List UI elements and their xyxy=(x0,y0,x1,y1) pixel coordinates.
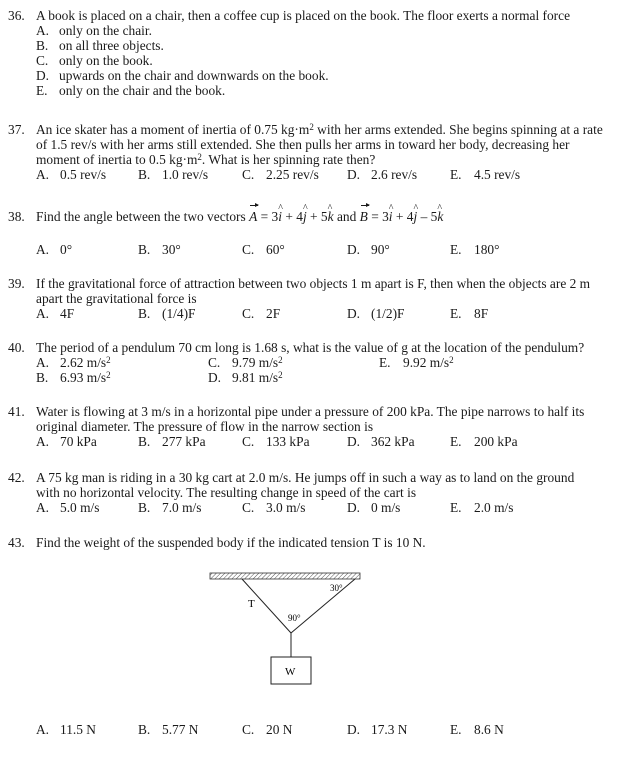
question-number: 39. xyxy=(8,276,25,291)
option-c: C. 20 N xyxy=(242,722,293,737)
option-a: A. 5.0 m/s xyxy=(36,500,100,515)
option-d: D. 2.6 rev/s xyxy=(347,167,418,182)
option-b: B. 30° xyxy=(138,242,181,257)
label-t: T xyxy=(248,598,255,610)
superscript: 2 xyxy=(197,152,202,162)
label-angle-30: 30° xyxy=(330,583,343,593)
stem-line: with no horizontal velocity. The resulting change in speed of the cart is xyxy=(36,485,417,500)
option-c: C. 3.0 m/s xyxy=(242,500,306,515)
option-e: E. 180° xyxy=(450,242,500,257)
option-d: D. 17.3 N xyxy=(347,722,408,737)
question-stem xyxy=(36,209,443,224)
option-letter: A. xyxy=(36,23,50,38)
stem-line: of 1.5 rev/s with her arms still extended. She then pulls her arms in toward her body, decreasing her xyxy=(36,137,570,152)
options-row xyxy=(36,167,626,182)
option-d: D. (1/2)F xyxy=(347,306,405,321)
option-e: E. 200 kPa xyxy=(450,434,518,449)
option-c: C. 60° xyxy=(242,242,285,257)
option-b: B. (1/4)F xyxy=(138,306,196,321)
stem-line: apart the gravitational force is xyxy=(36,291,197,306)
option-a: A. 4F xyxy=(36,306,75,321)
option-a xyxy=(36,23,329,38)
option-c: C. 9.79 $m/s^2$ xyxy=(208,355,283,370)
option-text: only on the chair and the book. xyxy=(59,83,226,98)
options-row xyxy=(36,355,626,370)
option-b: B. 6.93 $m/s^2$ xyxy=(36,370,111,385)
question-number: 37. xyxy=(8,122,25,137)
option-text: upwards on the chair and downwards on the book. xyxy=(59,68,329,83)
option-a: A. 70 kPa xyxy=(36,434,97,449)
option-e: E. 2.0 m/s xyxy=(450,500,514,515)
option-e: E. 8F xyxy=(450,306,489,321)
option-text: only on the book. xyxy=(59,53,153,68)
vector-a: A xyxy=(249,209,258,224)
label-w: W xyxy=(285,666,296,678)
question-number: 42. xyxy=(8,470,25,485)
option-d: D. 362 kPa xyxy=(347,434,415,449)
option-a: A. 11.5 N xyxy=(36,722,96,737)
options-row xyxy=(36,722,626,737)
option-text: only on the chair. xyxy=(59,23,152,38)
option-c: C. 133 kPa xyxy=(242,434,310,449)
rope-right xyxy=(291,579,355,633)
options-list xyxy=(36,23,329,98)
vector-b: B xyxy=(359,209,368,224)
stem-line: original diameter. The pressure of flow in the narrow section is xyxy=(36,419,374,434)
stem-line: The period of a pendulum 70 cm long is 1.68 s, what is the value of g at the location of the pendulum? xyxy=(36,340,585,355)
option-letter: D. xyxy=(36,68,50,83)
question-stem xyxy=(36,535,426,550)
question-stem xyxy=(36,340,584,355)
option-e: E. 9.92 $m/s^2$ xyxy=(379,355,454,370)
option-d: D. 90° xyxy=(347,242,390,257)
stem-line: A 75 kg man is riding in a 30 kg cart at 2.0 m/s. He jumps off in such a way as to land on the ground xyxy=(36,470,575,485)
option-e: E. 8.6 N xyxy=(450,722,504,737)
superscript: 2 xyxy=(309,122,314,132)
option-b: B. 1.0 rev/s xyxy=(138,167,209,182)
stem-line: A book is placed on a chair, then a coffee cup is placed on the book. The floor exerts a normal force xyxy=(36,8,571,23)
options-row xyxy=(36,434,626,449)
option-d xyxy=(36,68,329,83)
question-stem xyxy=(36,404,584,434)
question-number: 41. xyxy=(8,404,25,419)
tension-diagram xyxy=(200,568,370,698)
stem-line: If the gravitational force of attraction between two objects 1 m apart is F, then when the objects are 2 m xyxy=(36,276,591,291)
option-b: B. 5.77 N xyxy=(138,722,199,737)
question-stem xyxy=(36,122,603,167)
label-angle-90: 90° xyxy=(288,613,301,623)
options-row xyxy=(36,242,626,257)
stem-line: An ice skater has a moment of inertia of 0.75 $kg\cdot m^2$ with her arms extended. She begins spinning at a rate xyxy=(36,122,603,137)
option-a: A. 0.5 rev/s xyxy=(36,167,107,182)
stem-line: moment of inertia to 0.5 $kg\cdot m^2$. What is her spinning rate then? xyxy=(36,152,376,167)
stem-line: Find the angle between the two vectors A = 3^ i + 4^ j + 5^ k and B = 3^ i + 4^ j – 5^ k xyxy=(36,209,443,224)
option-b xyxy=(36,38,329,53)
question-number: 40. xyxy=(8,340,25,355)
question-number: 43. xyxy=(8,535,25,550)
option-letter: E. xyxy=(36,83,48,98)
option-e: E. 4.5 rev/s xyxy=(450,167,521,182)
option-b: B. 7.0 m/s xyxy=(138,500,202,515)
question-stem xyxy=(36,276,590,306)
option-c: C. 2.25 rev/s xyxy=(242,167,319,182)
ceiling xyxy=(210,573,360,579)
options-row xyxy=(36,370,626,385)
option-d: D. 9.81 $m/s^2$ xyxy=(208,370,283,385)
option-c: C. 2F xyxy=(242,306,281,321)
option-e xyxy=(36,83,329,98)
option-letter: B. xyxy=(36,38,49,53)
question-stem xyxy=(36,8,570,23)
stem-line: Find the weight of the suspended body if the indicated tension T is 10 N. xyxy=(36,535,426,550)
question-number: 36. xyxy=(8,8,25,23)
option-d: D. 0 m/s xyxy=(347,500,401,515)
option-a: A. 2.62 $m/s^2$ xyxy=(36,355,111,370)
option-a: A. 0° xyxy=(36,242,73,257)
options-row xyxy=(36,500,626,515)
option-b: B. 277 kPa xyxy=(138,434,206,449)
options-row xyxy=(36,306,626,321)
option-text: on all three objects. xyxy=(59,38,164,53)
stem-line: Water is flowing at 3 m/s in a horizontal pipe under a pressure of 200 kPa. The pipe narrows to half its xyxy=(36,404,585,419)
option-letter: C. xyxy=(36,53,49,68)
question-stem xyxy=(36,470,574,500)
option-c xyxy=(36,53,329,68)
question-number: 38. xyxy=(8,209,25,224)
